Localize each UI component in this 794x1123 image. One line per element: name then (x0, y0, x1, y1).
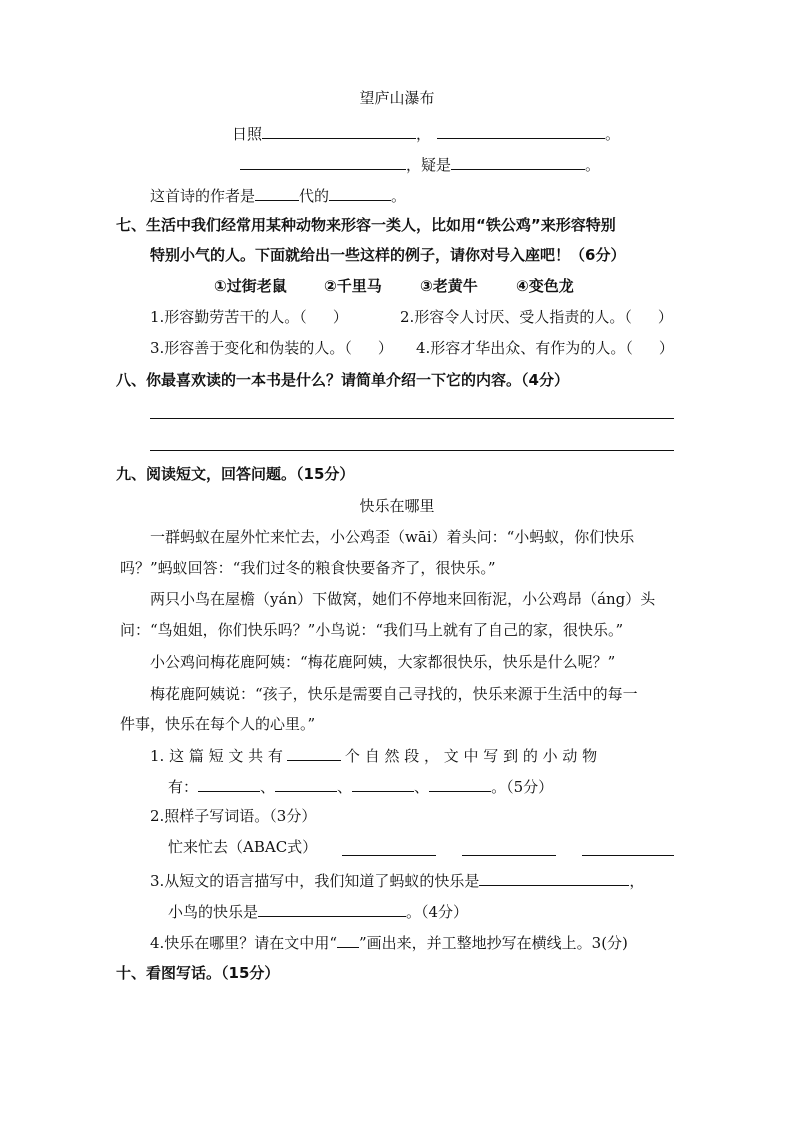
poem-title: 望庐山瀑布 (359, 89, 435, 107)
q7-item-3-close: ） (377, 339, 393, 357)
q7-item-3 (150, 338, 393, 358)
q9-heading (116, 464, 354, 484)
poem-period-1: 。 (605, 125, 621, 143)
poem-blank-3[interactable] (240, 153, 406, 170)
sq1-text-c: 有： (168, 778, 199, 796)
passage-p2-a: 两只小鸟在屋檐（yán）下做窝，她们不停地来回衔泥，小公鸡昂（áng）头 (150, 590, 656, 608)
q7-item-1-close: ） (332, 308, 348, 326)
poem-line-2 (240, 153, 600, 175)
poem-blank-2[interactable] (437, 122, 605, 139)
passage-p1-b: 吗？”蚂蚁回答：“我们过冬的粮食快要备齐了，很快乐。” (120, 559, 496, 577)
sq1-text-b: 个 自 然 段 ， 文 中 写 到 的 小 动 物 (344, 747, 598, 765)
ant-happiness-blank[interactable] (479, 869, 629, 886)
underline-sample (337, 931, 359, 948)
q9-number: 九、 (116, 465, 147, 483)
sub-question-4 (150, 931, 628, 953)
passage-p2-b: 问：“鸟姐姐，你们快乐吗？”小鸟说：“我们马上就有了自己的家，很快乐。” (120, 621, 624, 639)
animal-blank-1[interactable] (198, 775, 260, 792)
q7-item-4-close: ） (658, 339, 674, 357)
word-blank-3[interactable] (582, 855, 674, 856)
sq4-text-b: ”画出来，并工整地抄写在横线上。3(分) (358, 934, 628, 952)
passage-p1-a: 一群蚂蚁在屋外忙来忙去，小公鸡歪（wāi）着头问：“小蚂蚁，你们快乐 (150, 528, 635, 546)
sq1-sep-1: 、 (260, 778, 276, 796)
q7-line1: 生活中我们经常用某种动物来形容一类人，比如用“铁公鸡”来形容特别 (146, 216, 616, 234)
q7-option-4: ④变色龙 (516, 277, 574, 295)
passage-p4-b: 件事，快乐在每个人的心里。” (120, 715, 316, 733)
q10-text: 看图写话。（15分） (146, 964, 280, 982)
q8-number: 八、 (116, 371, 147, 389)
q7-item-1 (150, 307, 348, 327)
q7-number: 七、 (116, 216, 147, 234)
q7-item-3-text: 3.形容善于变化和伪装的人。（ (150, 339, 352, 357)
poem-blank-4[interactable] (451, 153, 585, 170)
q7-item-4-text: 4.形容才华出众、有作为的人。（ (416, 339, 633, 357)
word-blank-1[interactable] (342, 855, 436, 856)
poem-line-1 (232, 122, 620, 144)
sub-question-3-line-1 (150, 869, 644, 891)
passage-title: 快乐在哪里 (359, 497, 435, 515)
author-prefix: 这首诗的作者是 (150, 187, 256, 205)
sub-question-3-line-2 (168, 900, 468, 922)
sq3-text-b: 小鸟的快乐是 (168, 903, 259, 921)
q7-item-4 (416, 338, 674, 358)
q9-text: 阅读短文，回答问题。（15分） (146, 465, 355, 483)
sq3-end: 。（4分） (406, 903, 469, 921)
sq1-sep-3: 、 (414, 778, 430, 796)
q8-answer-line-2[interactable] (150, 450, 674, 451)
q7-option-2: ②千里马 (324, 277, 382, 295)
animal-blank-4[interactable] (429, 775, 491, 792)
poem-blank-1[interactable] (262, 122, 416, 139)
poem-period-2: 。 (585, 156, 601, 174)
word-blank-2[interactable] (462, 855, 556, 856)
q7-option-3: ③老黄牛 (420, 277, 478, 295)
poem-line1-prefix: 日照 (232, 125, 263, 143)
sub-question-1-line-2 (168, 775, 553, 797)
author-blank[interactable] (329, 184, 391, 201)
q7-option-1: ①过街老鼠 (214, 277, 287, 295)
q7-heading (116, 215, 616, 235)
passage-p3: 小公鸡问梅花鹿阿姨：“梅花鹿阿姨，大家都很快乐，快乐是什么呢？” (150, 653, 616, 671)
sq3-text-a: 3.从短文的语言描写中，我们知道了蚂蚁的快乐是 (150, 872, 480, 890)
author-mid: 代的 (299, 187, 330, 205)
poem-author-line (150, 184, 406, 206)
sq1-sep-2: 、 (337, 778, 353, 796)
q7-item-2-text: 2.形容令人讨厌、受人指责的人。（ (400, 308, 632, 326)
q8-answer-line-1[interactable] (150, 418, 674, 419)
animal-blank-2[interactable] (275, 775, 337, 792)
q10-heading (116, 963, 279, 983)
q10-number: 十、 (116, 964, 147, 982)
sub-question-1-line-1 (150, 744, 597, 766)
sq2-example: 忙来忙去（ABAC式） (168, 838, 318, 856)
q7-item-1-text: 1.形容勤劳苦干的人。（ (150, 308, 307, 326)
paragraph-count-blank[interactable] (287, 744, 341, 761)
poem-comma-1: ， (416, 125, 432, 143)
sq1-end: 。（5分） (491, 778, 554, 796)
sq1-text-a: 1. 这 篇 短 文 共 有 (150, 747, 283, 765)
sub-question-2: 2.照样子写词语。（3分） (150, 807, 317, 825)
passage-p4-a: 梅花鹿阿姨说：“孩子，快乐是需要自己寻找的，快乐来源于生活中的每一 (150, 685, 638, 703)
sq4-text-a: 4.快乐在哪里？请在文中用“ (150, 934, 337, 952)
author-period: 。 (391, 187, 407, 205)
bird-happiness-blank[interactable] (258, 900, 406, 917)
poem-line2-mid: ，疑是 (406, 156, 452, 174)
q7-line2: 特别小气的人。下面就给出一些这样的例子，请你对号入座吧！（6分） (150, 246, 626, 264)
q8-text: 你最喜欢读的一本书是什么？请简单介绍一下它的内容。（4分） (146, 371, 569, 389)
q7-item-2-close: ） (657, 308, 673, 326)
dynasty-blank[interactable] (255, 184, 299, 201)
q8-heading (116, 370, 569, 390)
q7-item-2 (400, 307, 673, 327)
animal-blank-3[interactable] (352, 775, 414, 792)
sq3-comma: ， (629, 872, 645, 890)
